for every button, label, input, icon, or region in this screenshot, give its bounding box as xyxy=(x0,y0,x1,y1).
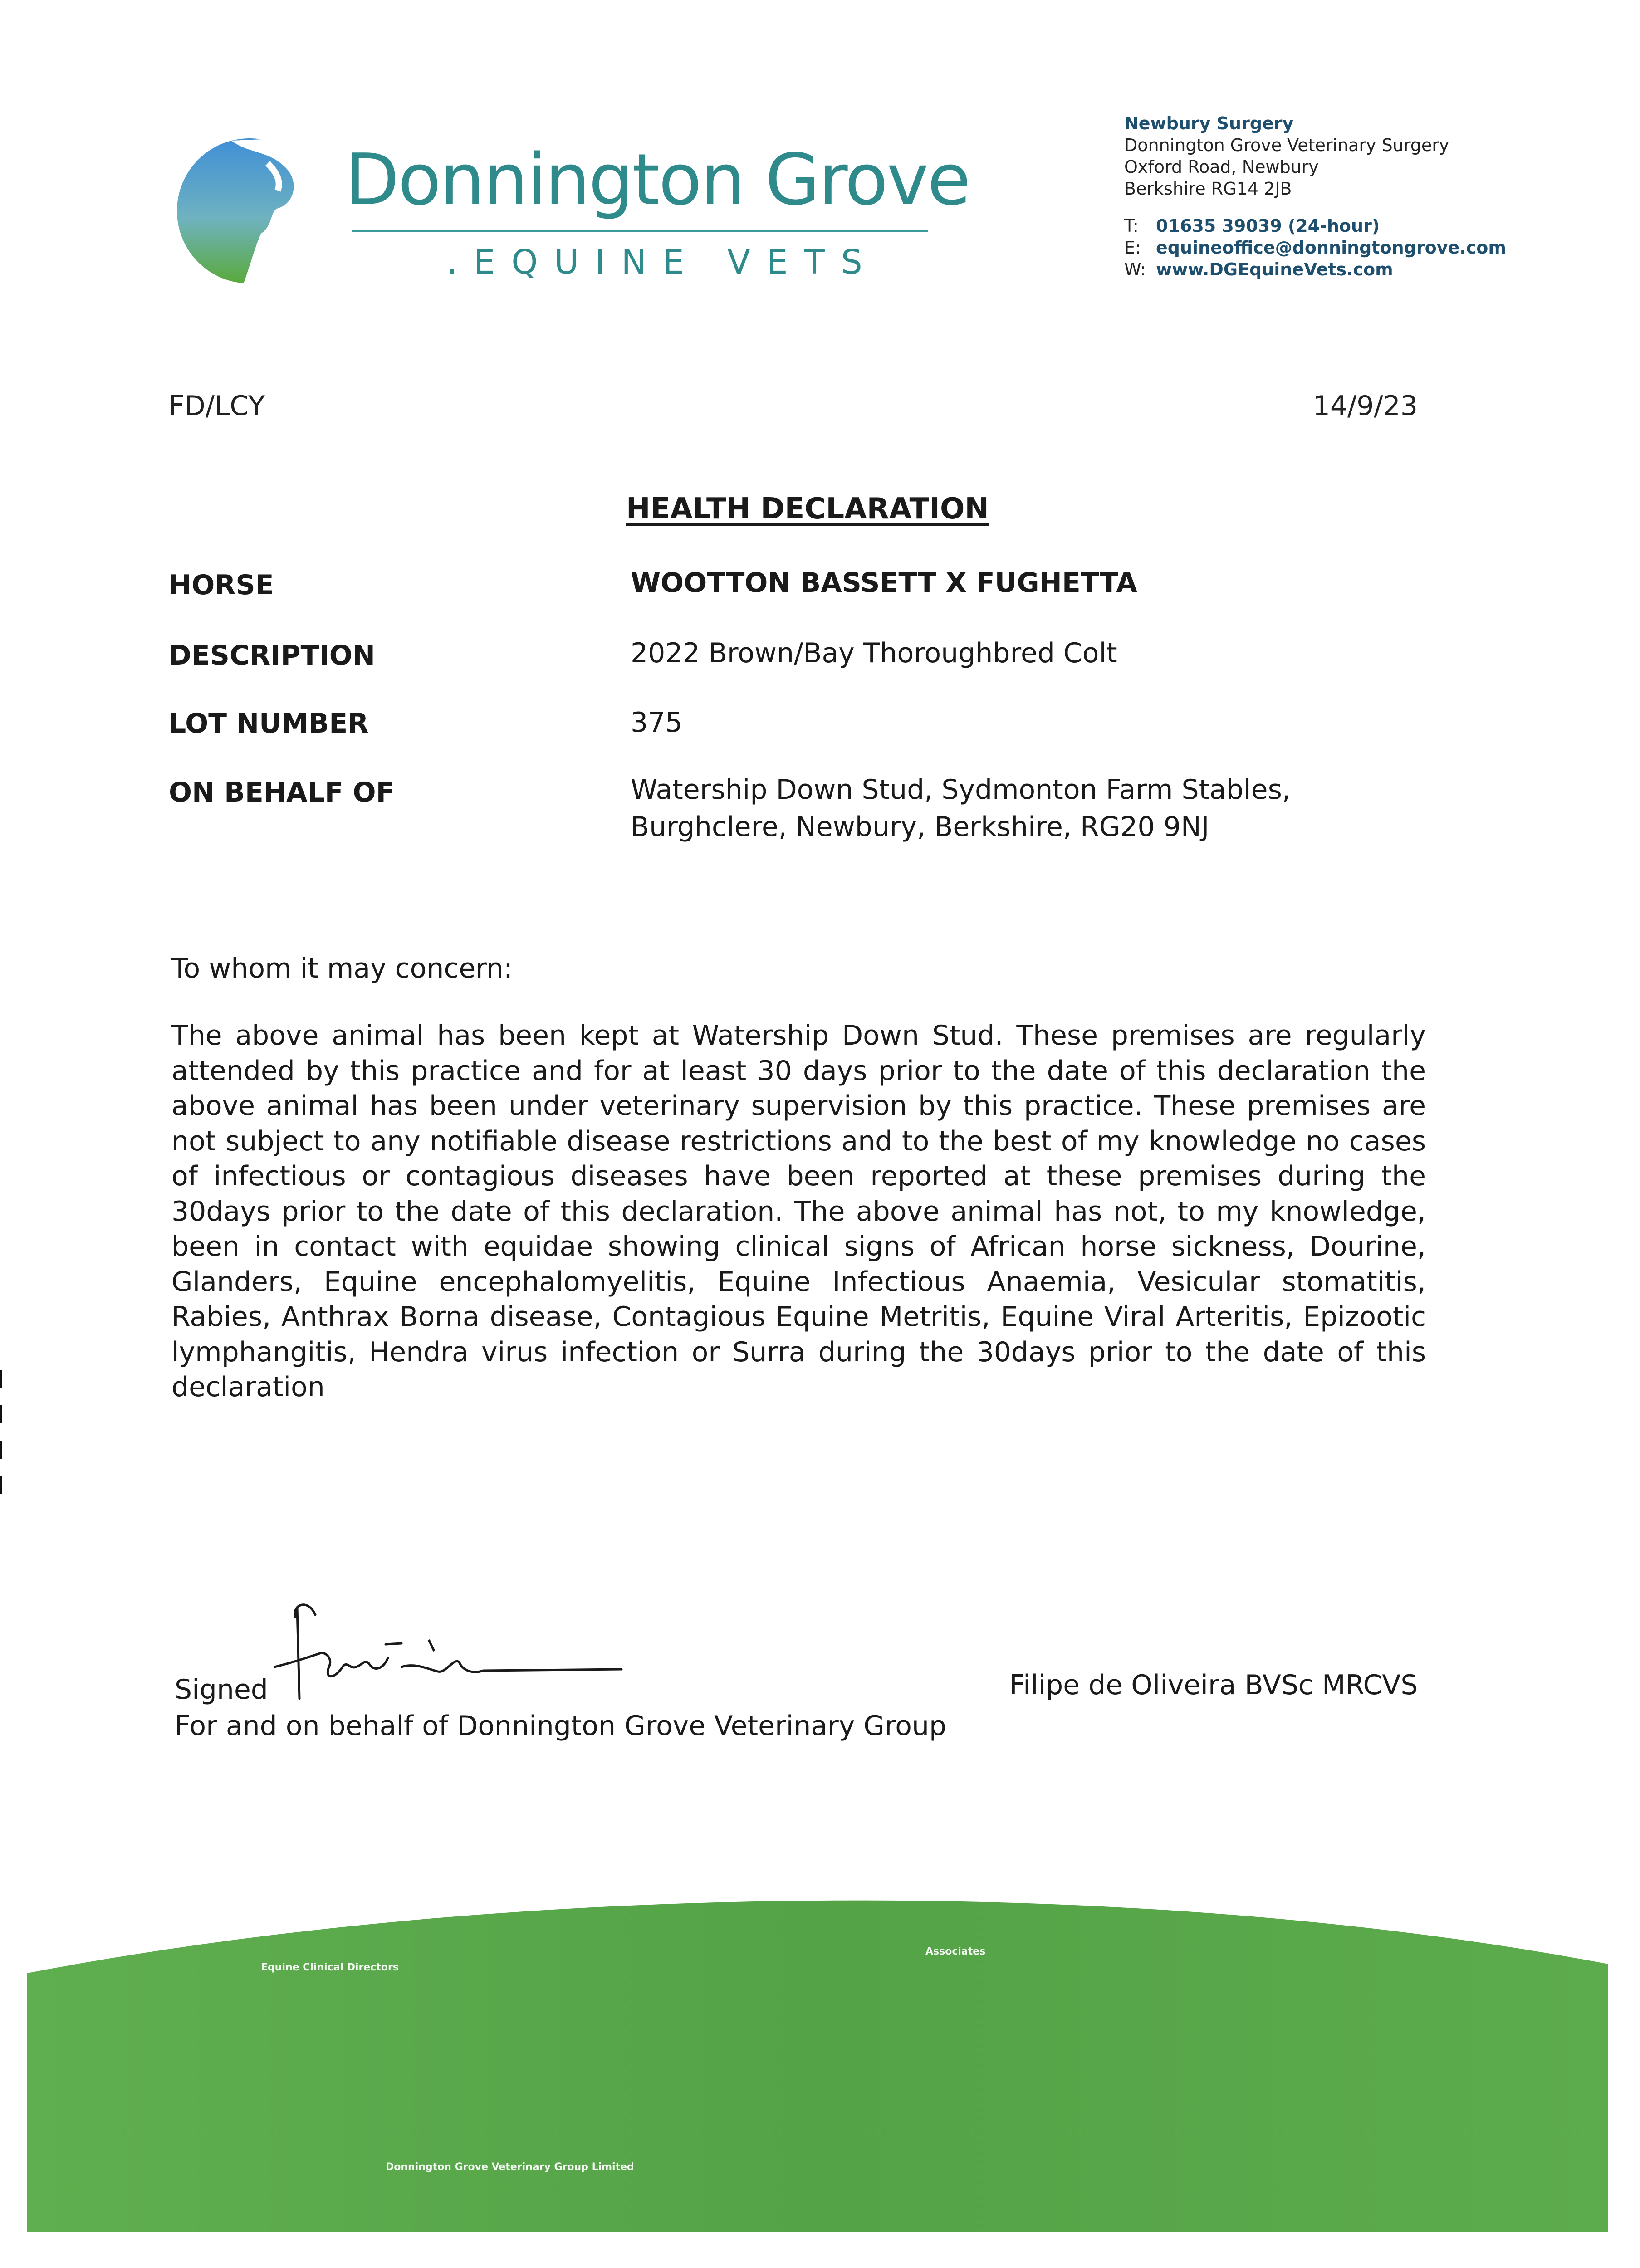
horse-head-logo-icon xyxy=(163,136,336,286)
document-date: 14/9/23 xyxy=(1312,390,1418,422)
address-line: Burghclere, Newbury, Berkshire, RG20 9NJ xyxy=(631,811,1209,843)
field-value-on-behalf-of xyxy=(631,771,1291,846)
field-label-on-behalf-of: ON BEHALF OF xyxy=(169,777,395,808)
website-link[interactable]: www.DGEquineVets.com xyxy=(1156,259,1393,279)
field-value-horse: WOOTTON BASSETT X FUGHETTA xyxy=(631,567,1137,599)
footer-company-heading: Donnington Grove Veterinary Group Limited xyxy=(386,2161,634,2173)
footer-associates-heading: Associates xyxy=(925,1946,986,1957)
address-line: Donnington Grove Veterinary Surgery xyxy=(1124,135,1449,155)
email-link[interactable]: equineoffice@donningtongrove.com xyxy=(1156,238,1506,258)
handwritten-signature xyxy=(265,1590,624,1703)
document-title: HEALTH DECLARATION xyxy=(626,492,989,526)
address-line: Berkshire RG14 2JB xyxy=(1124,179,1292,199)
signed-on-behalf-line: For and on behalf of Donnington Grove Veterinary Group xyxy=(175,1710,947,1742)
edge-scan-marks xyxy=(0,1370,2,1511)
contact-details xyxy=(1124,215,1506,280)
contact-key: E: xyxy=(1124,238,1141,258)
contact-phone xyxy=(1124,215,1506,237)
field-label-lot-number: LOT NUMBER xyxy=(169,708,369,739)
brand-name: Donnington Grove xyxy=(345,138,969,221)
field-value-lot-number: 375 xyxy=(631,707,683,738)
address-line: Oxford Road, Newbury xyxy=(1124,157,1319,177)
declaration-body: The above animal has been kept at Watership Down Stud. These premises are regularly attended by this practice and for at least 30 days prior to the date of this declaration the above animal has been under veterinary supervision by this practice. These premises are not subject to any notifiable disease restrictions and to the best of my knowledge no cases of infectious or contagious diseases have been reported at these premises during the 30days prior to the date of this declaration. The above animal has not, to my knowledge, been in contact with equidae showing clinical signs of African horse sickness, Dourine, Glanders, Equine encephalomyelitis, Equine Infectious Anaemia, Vesicular stomatitis, Rabies, Anthrax Borna disease, Contagious Equine Metritis, Equine Viral Arteritis, Epizootic lymphangitis, Hendra virus infection or Surra during the 30days prior to the date of this declaration xyxy=(171,1020,1426,1403)
signed-label: Signed xyxy=(175,1674,268,1706)
brand-divider xyxy=(352,230,928,232)
field-label-description: DESCRIPTION xyxy=(169,640,376,671)
contact-key: W: xyxy=(1124,259,1146,279)
footer-directors-heading: Equine Clinical Directors xyxy=(261,1962,399,1973)
address-line: Watership Down Stud, Sydmonton Farm Stables, xyxy=(631,774,1291,806)
salutation: To whom it may concern: xyxy=(171,953,513,984)
phone-number: 01635 39039 (24-hour) xyxy=(1156,216,1380,236)
signatory-name: Filipe de Oliveira BVSc MRCVS xyxy=(1009,1669,1418,1701)
brand-tagline: .EQUINE VETS xyxy=(447,243,879,282)
field-value-description: 2022 Brown/Bay Thoroughbred Colt xyxy=(631,637,1117,669)
surgery-address xyxy=(1124,112,1449,200)
contact-key: T: xyxy=(1124,216,1139,236)
field-label-horse: HORSE xyxy=(169,569,274,601)
footer-band xyxy=(0,1860,1640,2268)
reference-code: FD/LCY xyxy=(169,390,265,422)
contact-email xyxy=(1124,237,1506,259)
surgery-name: Newbury Surgery xyxy=(1124,113,1294,133)
contact-web xyxy=(1124,259,1506,280)
